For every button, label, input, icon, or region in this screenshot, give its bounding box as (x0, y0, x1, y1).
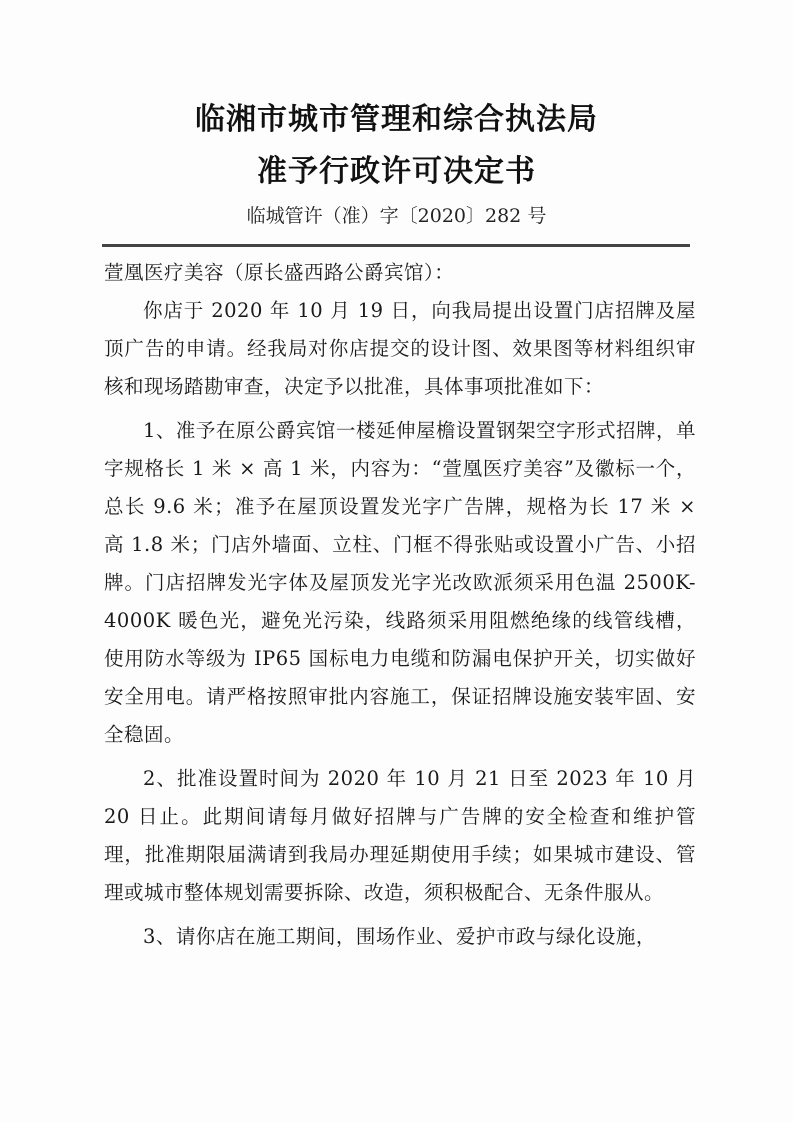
paragraph-item-2: 2、批准设置时间为 2020 年 10 月 21 日至 2023 年 10 月 20 日止。此期间请每月做好招牌与广告牌的安全检查和维护管理，批准期限届满请到我局办理延期使用手续；如果城市建设、管理或城市整体规划需要拆除、改造，须积极配合、无条件服从。 (104, 767, 696, 904)
header-divider (102, 244, 690, 247)
document-body (104, 254, 696, 956)
paragraph-intro: 你店于 2020 年 10 月 19 日，向我局提出设置门店招牌及屋顶广告的申请。经我局对你店提交的设计图、效果图等材料组织审核和现场踏勘审查，决定予以批准，具体事项批准如下： (104, 299, 696, 398)
paragraph-item-3: 3、请你店在施工期间，围场作业、爱护市政与绿化设施， (143, 925, 656, 948)
document-title-agency: 临湘市城市管理和综合执法局 (195, 102, 598, 137)
document-number: 临城管许（准）字〔2020〕282 号 (246, 205, 547, 227)
addressee: 萱凰医疗美容（原长盛西路公爵宾馆）： (104, 261, 455, 284)
paragraph-item-1: 1、准予在原公爵宾馆一楼延伸屋檐设置钢架空字形式招牌，单字规格长 1 米 × 高 1 米，内容为：“萱凰医疗美容”及徽标一个，总长 9.6 米；准予在屋顶设置发光字广告牌，规格为长 17 米 × 高 1.8 米；门店外墙面、立柱、门框不得张贴或设置小广告、小招牌。门店招牌发光字体及屋顶发光字光改欧派须采用色温 2500K-4000K 暖色光，避免光污染，线路须采用阻燃绝缘的线管线槽，使用防水等级为 IP65 国标电力电缆和防漏电保护开关，切实做好安全用电。请严格按照审批内容施工，保证招牌设施安装牢固、安全稳固。 (104, 419, 696, 746)
document-title-decision: 准予行政许可决定书 (257, 154, 536, 189)
